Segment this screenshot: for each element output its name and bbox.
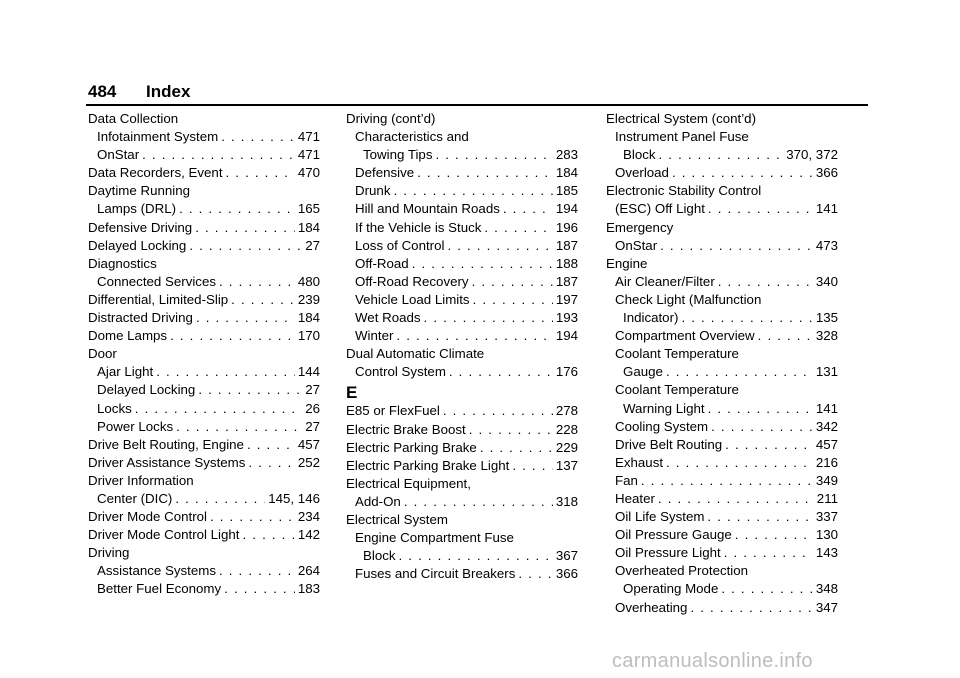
entry-page-number: 194 — [555, 201, 578, 217]
dot-leader — [666, 454, 813, 472]
entry-page-number: 185 — [555, 183, 578, 199]
entry-label: Better Fuel Economy — [97, 581, 222, 597]
entry-label: Driver Mode Control — [88, 509, 207, 525]
index-entry — [88, 146, 320, 164]
dot-leader — [170, 327, 295, 345]
entry-label: If the Vehicle is Stuck — [355, 219, 482, 235]
dot-leader — [231, 291, 295, 309]
entry-page-number: 170 — [297, 328, 320, 344]
entry-page-number: 366 — [555, 566, 578, 582]
index-entry — [606, 454, 838, 472]
index-entry — [606, 363, 838, 381]
dot-leader — [210, 508, 295, 526]
entry-label: Diagnostics — [88, 255, 157, 271]
dot-leader — [135, 400, 302, 418]
dot-leader — [221, 128, 295, 146]
dot-leader — [690, 599, 812, 617]
index-entry — [346, 164, 578, 182]
entry-page-number: 457 — [297, 436, 320, 452]
entry-label: Daytime Running — [88, 183, 190, 199]
entry-label: Oil Pressure Gauge — [615, 527, 732, 543]
index-column-3 — [606, 110, 838, 617]
index-entry-heading — [88, 544, 320, 562]
entry-label: Data Recorders, Event — [88, 165, 223, 181]
index-entry-heading — [346, 475, 578, 493]
entry-label: Electrical System (cont’d) — [606, 111, 756, 126]
dot-leader — [666, 363, 813, 381]
index-entry — [88, 363, 320, 381]
dot-leader — [156, 363, 295, 381]
dot-leader — [424, 309, 553, 327]
index-entry — [606, 599, 838, 617]
entry-page-number: 470 — [297, 165, 320, 181]
dot-leader — [219, 273, 295, 291]
index-entry — [606, 327, 838, 345]
index-entry — [346, 421, 578, 439]
dot-leader — [724, 544, 813, 562]
entry-label: Delayed Locking — [97, 382, 196, 398]
entry-page-number: 144 — [297, 364, 320, 380]
index-entry-heading — [346, 345, 578, 363]
dot-leader — [518, 565, 552, 583]
dot-leader — [443, 402, 553, 420]
dot-leader — [393, 182, 552, 200]
watermark: carmanualsonline.info — [612, 650, 813, 672]
entry-label: Block — [363, 548, 396, 564]
dot-leader — [659, 146, 784, 164]
dot-leader — [396, 327, 552, 345]
dot-leader — [449, 363, 553, 381]
entry-page-number: 211 — [816, 490, 838, 506]
entry-label: Off-Road Recovery — [355, 273, 469, 289]
entry-label: Overload — [615, 165, 669, 181]
entry-page-number: 471 — [297, 129, 320, 145]
dot-leader — [219, 562, 295, 580]
entry-label: Loss of Control — [355, 237, 445, 253]
entry-label: Warning Light — [623, 400, 705, 416]
index-entry — [606, 146, 838, 164]
entry-label: Air Cleaner/Filter — [615, 273, 715, 289]
index-entry — [606, 526, 838, 544]
entry-page-number: 187 — [555, 273, 578, 289]
entry-label: Door — [88, 346, 117, 362]
entry-page-number: 278 — [555, 403, 578, 419]
entry-page-number: 187 — [555, 237, 578, 253]
entry-page-number: 137 — [555, 457, 578, 473]
index-entry — [606, 490, 838, 508]
dot-leader — [711, 418, 813, 436]
entry-page-number: 135 — [815, 310, 838, 326]
index-entry — [346, 493, 578, 511]
entry-label: Connected Services — [97, 273, 216, 289]
entry-page-number: 196 — [555, 219, 578, 235]
index-entry — [88, 309, 320, 327]
index-entry — [606, 418, 838, 436]
dot-leader — [472, 273, 553, 291]
entry-label: Coolant Temperature — [615, 346, 739, 362]
entry-page-number: 26 — [305, 400, 320, 416]
entry-page-number: 370, 372 — [786, 147, 838, 163]
entry-label: Control System — [355, 364, 446, 380]
dot-leader — [658, 490, 814, 508]
dot-leader — [725, 436, 813, 454]
index-entry — [606, 472, 838, 490]
dot-leader — [224, 580, 295, 598]
index-entry-heading — [606, 381, 838, 399]
entry-label: Defensive Driving — [88, 219, 193, 235]
dot-leader — [189, 237, 302, 255]
index-entry — [88, 580, 320, 598]
index-entry — [88, 436, 320, 454]
dot-leader — [417, 164, 553, 182]
entry-label: Electrical System — [346, 511, 448, 527]
entry-label: Power Locks — [97, 418, 174, 434]
index-entry — [346, 363, 578, 381]
index-entry-heading — [606, 345, 838, 363]
index-entry — [606, 400, 838, 418]
dot-leader — [735, 526, 813, 544]
index-entry — [346, 565, 578, 583]
entry-page-number: 184 — [297, 310, 320, 326]
entry-page-number: 234 — [297, 509, 320, 525]
entry-page-number: 27 — [305, 237, 320, 253]
entry-label: Hill and Mountain Roads — [355, 201, 500, 217]
dot-leader — [247, 436, 295, 454]
entry-label: Indicator) — [623, 310, 679, 326]
entry-label: Defensive — [355, 165, 415, 181]
index-entry — [88, 273, 320, 291]
entry-page-number: 264 — [297, 563, 320, 579]
index-entry — [88, 400, 320, 418]
index-entry — [88, 490, 320, 508]
dot-leader — [721, 580, 812, 598]
entry-label: Driver Assistance Systems — [88, 454, 246, 470]
dot-leader — [243, 526, 295, 544]
entry-page-number: 348 — [815, 581, 838, 597]
index-entry — [346, 146, 578, 164]
entry-page-number: 194 — [555, 328, 578, 344]
entry-page-number: 318 — [555, 493, 578, 509]
dot-leader — [672, 164, 813, 182]
entry-label: Add-On — [355, 493, 401, 509]
dot-leader — [226, 164, 295, 182]
index-entry-heading — [606, 128, 838, 146]
index-entry — [346, 547, 578, 565]
entry-label: (ESC) Off Light — [615, 201, 705, 217]
index-entry — [88, 526, 320, 544]
entry-label: Ajar Light — [97, 364, 154, 380]
entry-label: Electric Brake Boost — [346, 421, 466, 437]
dot-leader — [176, 418, 302, 436]
entry-label: Driving (cont’d) — [346, 111, 436, 126]
entry-page-number: 366 — [815, 165, 838, 181]
entry-label: Electronic Stability Control — [606, 183, 762, 199]
entry-page-number: 143 — [815, 545, 838, 561]
entry-label: Center (DIC) — [97, 490, 173, 506]
dot-leader — [248, 454, 294, 472]
entry-label: Wet Roads — [355, 310, 421, 326]
index-entry — [88, 128, 320, 146]
index-entry-heading — [346, 511, 578, 529]
dot-leader — [718, 273, 813, 291]
dot-leader — [480, 439, 553, 457]
dot-leader — [512, 457, 552, 475]
index-entry — [346, 291, 578, 309]
index-entry — [88, 508, 320, 526]
entry-label: Block — [623, 147, 656, 163]
entry-page-number: 340 — [815, 273, 838, 289]
index-entry — [88, 454, 320, 472]
dot-leader — [195, 219, 295, 237]
index-entry — [606, 309, 838, 327]
entry-page-number: 342 — [815, 418, 838, 434]
dot-leader — [660, 237, 813, 255]
entry-page-number: 471 — [297, 147, 320, 163]
dot-leader — [469, 421, 553, 439]
entry-label: Overheating — [615, 599, 688, 615]
entry-label: Exhaust — [615, 454, 664, 470]
entry-label: Driving — [88, 545, 130, 561]
dot-leader — [404, 493, 553, 511]
entry-page-number: 480 — [297, 273, 320, 289]
entry-label: Engine Compartment Fuse — [355, 530, 514, 546]
index-entry — [88, 219, 320, 237]
entry-page-number: 184 — [555, 165, 578, 181]
index-letter-heading: E — [346, 383, 358, 403]
index-entry — [346, 255, 578, 273]
index-entry — [606, 544, 838, 562]
entry-label: Check Light (Malfunction — [615, 291, 762, 307]
dot-leader — [484, 219, 552, 237]
entry-label: Distracted Driving — [88, 310, 193, 326]
entry-label: OnStar — [97, 147, 140, 163]
entry-label: Differential, Limited-Slip — [88, 291, 229, 307]
index-entry — [606, 580, 838, 598]
entry-page-number: 197 — [555, 291, 578, 307]
entry-label: Electrical Equipment, — [346, 475, 471, 491]
dot-leader — [179, 200, 295, 218]
entry-label: Winter — [355, 328, 394, 344]
index-entry — [346, 182, 578, 200]
dot-leader — [503, 200, 553, 218]
index-column-1 — [88, 110, 320, 599]
entry-page-number: 229 — [555, 439, 578, 455]
entry-label: Assistance Systems — [97, 563, 216, 579]
index-entry — [88, 200, 320, 218]
dot-leader — [412, 255, 553, 273]
entry-label: Dome Lamps — [88, 328, 168, 344]
entry-label: Compartment Overview — [615, 328, 755, 344]
entry-label: E85 or FlexFuel — [346, 403, 440, 419]
index-entry-heading — [88, 472, 320, 490]
entry-label: Lamps (DRL) — [97, 201, 177, 217]
entry-label: Infotainment System — [97, 129, 219, 145]
entry-page-number: 252 — [297, 454, 320, 470]
dot-leader — [142, 146, 295, 164]
entry-label: Overheated Protection — [615, 563, 749, 579]
page-title: Index — [146, 82, 191, 101]
entry-label: Data Collection — [88, 111, 179, 126]
dot-leader — [708, 200, 813, 218]
entry-label: Electric Parking Brake Light — [346, 457, 510, 473]
dot-leader — [399, 547, 553, 565]
entry-page-number: 337 — [815, 509, 838, 525]
dot-leader — [681, 309, 812, 327]
index-entry — [606, 273, 838, 291]
index-entry-heading — [606, 255, 838, 273]
entry-page-number: 367 — [555, 548, 578, 564]
entry-label: Driver Information — [88, 472, 194, 488]
index-entry-heading — [606, 562, 838, 580]
index-entry — [88, 381, 320, 399]
entry-label: Cooling System — [615, 418, 709, 434]
index-entry-heading — [88, 182, 320, 200]
entry-page-number: 130 — [815, 527, 838, 543]
index-column-2 — [346, 110, 578, 583]
entry-page-number: 473 — [815, 237, 838, 253]
entry-page-number: 328 — [815, 328, 838, 344]
entry-label: Oil Pressure Light — [615, 545, 721, 561]
entry-page-number: 145, 146 — [268, 490, 320, 506]
index-entry-heading — [88, 110, 320, 128]
index-entry — [606, 164, 838, 182]
entry-label: Instrument Panel Fuse — [615, 129, 749, 145]
dot-leader — [447, 237, 552, 255]
dot-leader — [707, 508, 812, 526]
dot-leader — [175, 490, 265, 508]
entry-label: Delayed Locking — [88, 237, 187, 253]
entry-label: Gauge — [623, 364, 663, 380]
entry-page-number: 283 — [555, 147, 578, 163]
index-entry — [346, 439, 578, 457]
index-entry — [606, 436, 838, 454]
entry-page-number: 142 — [297, 527, 320, 543]
index-entry — [346, 309, 578, 327]
entry-label: Dual Automatic Climate — [346, 346, 485, 362]
entry-label: Fuses and Circuit Breakers — [355, 566, 516, 582]
entry-label: Electric Parking Brake — [346, 439, 477, 455]
index-entry — [346, 200, 578, 218]
index-entry — [88, 164, 320, 182]
index-entry-heading — [346, 128, 578, 146]
index-entry — [346, 402, 578, 420]
page-number: 484 — [88, 82, 117, 101]
entry-label: Drive Belt Routing — [615, 436, 723, 452]
entry-page-number: 165 — [297, 201, 320, 217]
entry-page-number: 349 — [815, 472, 838, 488]
index-entry — [346, 457, 578, 475]
entry-label: Vehicle Load Limits — [355, 291, 470, 307]
entry-page-number: 131 — [815, 364, 838, 380]
entry-label: OnStar — [615, 237, 658, 253]
entry-label: Heater — [615, 490, 655, 506]
entry-page-number: 347 — [815, 599, 838, 615]
index-entry — [88, 418, 320, 436]
entry-page-number: 188 — [555, 255, 578, 271]
entry-page-number: 141 — [815, 400, 838, 416]
dot-leader — [708, 400, 813, 418]
entry-page-number: 27 — [305, 382, 320, 398]
entry-label: Oil Life System — [615, 509, 705, 525]
index-entry — [88, 237, 320, 255]
entry-label: Emergency — [606, 219, 674, 235]
entry-page-number: 193 — [555, 310, 578, 326]
index-entry-heading — [346, 110, 578, 128]
entry-page-number: 457 — [815, 436, 838, 452]
entry-label: Towing Tips — [363, 147, 433, 163]
entry-label: Drive Belt Routing, Engine — [88, 436, 244, 452]
index-entry-heading — [346, 529, 578, 547]
dot-leader — [435, 146, 552, 164]
entry-label: Fan — [615, 472, 638, 488]
entry-label: Drunk — [355, 183, 391, 199]
index-entry-heading — [606, 182, 838, 200]
entry-page-number: 216 — [815, 454, 838, 470]
entry-label: Off-Road — [355, 255, 409, 271]
index-entry — [346, 219, 578, 237]
dot-leader — [758, 327, 813, 345]
entry-page-number: 141 — [815, 201, 838, 217]
index-entry-heading — [606, 110, 838, 128]
index-entry-heading — [88, 345, 320, 363]
index-entry — [606, 237, 838, 255]
dot-leader — [196, 309, 295, 327]
entry-page-number: 176 — [555, 364, 578, 380]
index-entry — [88, 562, 320, 580]
index-entry — [606, 200, 838, 218]
dot-leader — [198, 381, 302, 399]
index-entry — [346, 327, 578, 345]
entry-page-number: 183 — [297, 581, 320, 597]
entry-page-number: 27 — [305, 418, 320, 434]
index-entry — [606, 508, 838, 526]
index-entry — [88, 327, 320, 345]
index-entry-heading — [88, 255, 320, 273]
index-entry-heading — [606, 291, 838, 309]
page-header — [88, 82, 190, 104]
entry-label: Locks — [97, 400, 132, 416]
entry-label: Driver Mode Control Light — [88, 527, 240, 543]
entry-label: Engine — [606, 255, 648, 271]
entry-page-number: 184 — [297, 219, 320, 235]
dot-leader — [641, 472, 813, 490]
dot-leader — [473, 291, 553, 309]
entry-label: Characteristics and — [355, 129, 469, 145]
entry-label: Operating Mode — [623, 581, 719, 597]
index-entry — [346, 237, 578, 255]
entry-page-number: 228 — [555, 421, 578, 437]
entry-label: Coolant Temperature — [615, 382, 739, 398]
entry-page-number: 239 — [297, 291, 320, 307]
index-entry-heading — [606, 219, 838, 237]
header-rule — [86, 104, 868, 106]
index-entry — [88, 291, 320, 309]
index-entry — [346, 273, 578, 291]
